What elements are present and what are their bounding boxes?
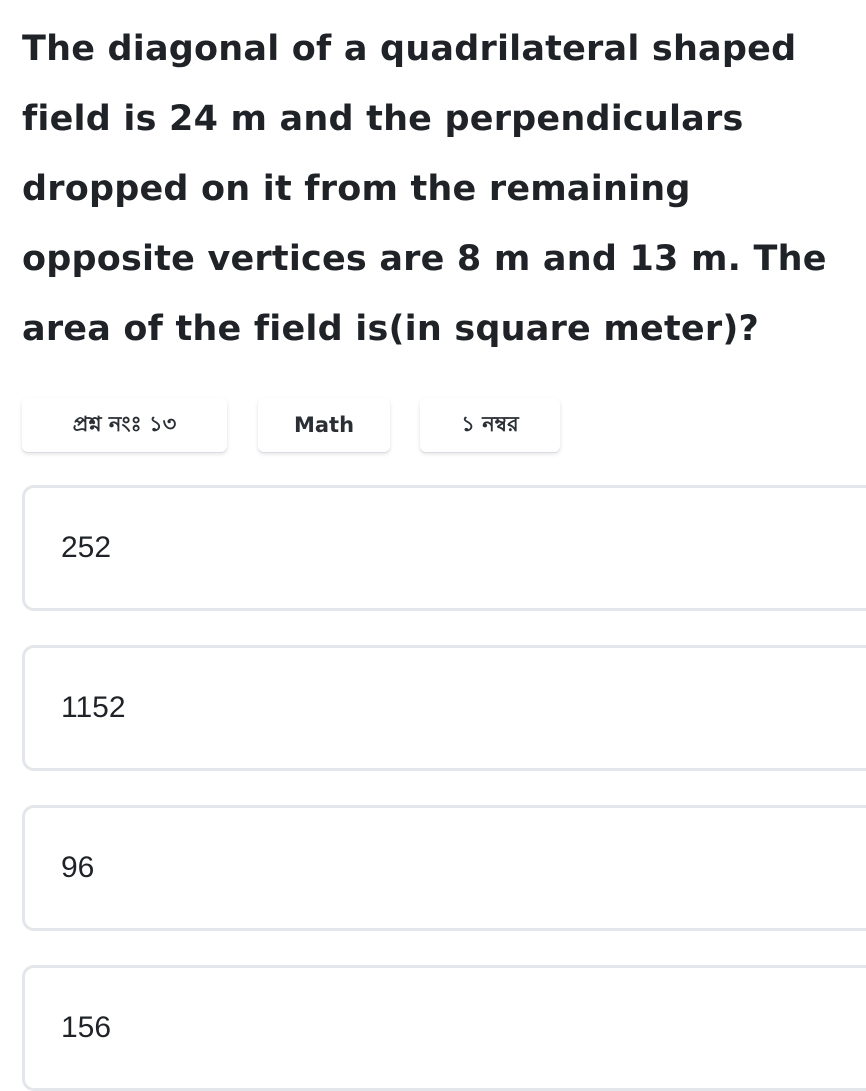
question-meta (22, 398, 866, 452)
answer-option-4[interactable] (22, 965, 866, 1091)
subject-badge: Math (258, 398, 390, 452)
answer-option-1[interactable] (22, 485, 866, 611)
answer-option-2[interactable] (22, 645, 866, 771)
answer-option-label: 1152 (61, 691, 126, 724)
marks-badge: ১ নম্বর (420, 398, 560, 452)
answer-option-label: 252 (61, 531, 112, 564)
answer-option-label: 96 (61, 851, 95, 884)
answer-option-3[interactable] (22, 805, 866, 931)
answer-option-label: 156 (61, 1011, 112, 1044)
question-number-badge: প্রশ্ন নংঃ ১৩ (22, 398, 227, 452)
question-text: The diagonal of a quadrilateral shaped field is 24 m and the perpendiculars dropped on it from the remaining opposite vertices are 8 m and 13 m. The area of the field is(in square meter)? (22, 29, 827, 349)
